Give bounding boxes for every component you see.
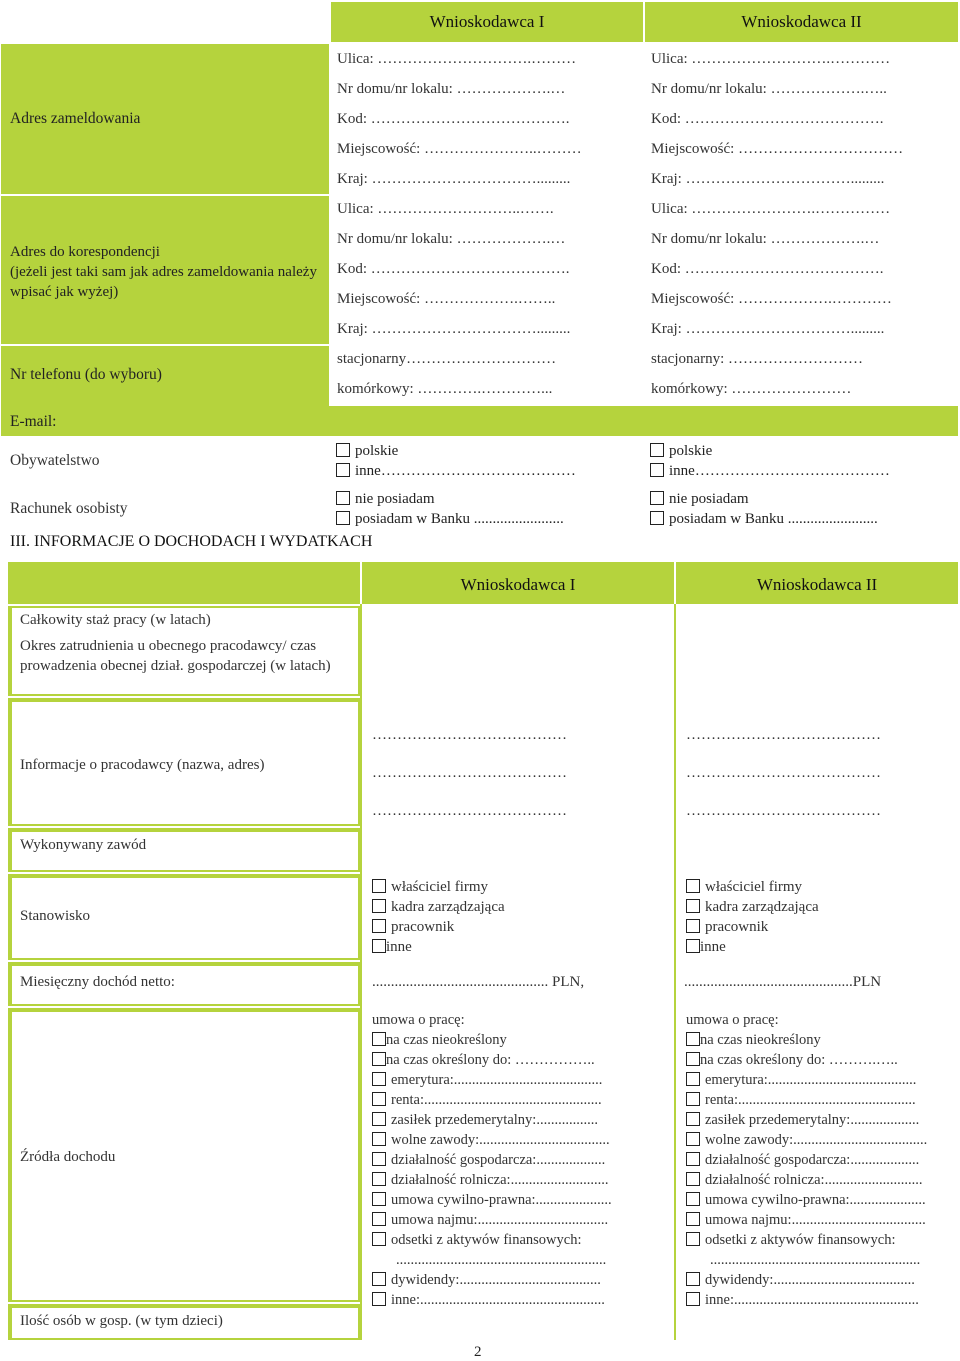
checkbox-icon[interactable] xyxy=(686,1212,700,1226)
employer-lines-a1[interactable]: ………………………………… ………………………………… ………………………………… xyxy=(372,727,567,819)
income-col-divider xyxy=(360,604,362,1340)
section-title: III. INFORMACJE O DOCHODACH I WYDATKACH xyxy=(10,533,373,550)
email-label: E-mail: xyxy=(10,413,57,430)
checkbox-icon[interactable] xyxy=(372,1072,386,1086)
email-band xyxy=(1,406,958,436)
sources-a1: umowa o pracę: na czas nieokreślony na czas określony do: …………….. emerytura:......................................... renta:................................................. zasiłek przedemerytalny:................. wolne zawody:.................................... działalność gospodarcza:................... działalność rolnicza:........................... umowa cywilno-prawna:..................... umowa najmu:.................................... odsetki z aktywów finansowych: .......................................................... dywidendy:....................................... inne:................................................... xyxy=(372,1012,612,1308)
checkbox-icon[interactable] xyxy=(686,899,700,913)
occupation-label: Wykonywany zawód xyxy=(20,837,147,853)
employer-lines-a2[interactable]: ………………………………… ………………………………… ………………………………… xyxy=(686,727,881,819)
seniority-label: Całkowity staż pracy (w latach) xyxy=(20,612,211,628)
checkbox-icon[interactable] xyxy=(650,511,664,525)
checkbox-icon[interactable] xyxy=(372,1092,386,1106)
checkbox-icon[interactable] xyxy=(686,1192,700,1206)
checkbox-icon[interactable] xyxy=(686,939,700,953)
citizenship-label: Obywatelstwo xyxy=(10,452,100,469)
account-options-a2: nie posiadam posiadam w Banku ........................ xyxy=(650,489,878,529)
checkbox-icon[interactable] xyxy=(650,463,664,477)
checkbox-icon[interactable] xyxy=(372,879,386,893)
checkbox-icon[interactable] xyxy=(686,1152,700,1166)
checkbox-icon[interactable] xyxy=(686,879,700,893)
checkbox-icon[interactable] xyxy=(650,491,664,505)
registered-address-label: Adres zameldowania xyxy=(10,110,141,127)
income-header-blank xyxy=(8,562,360,604)
sources-a2: umowa o pracę: na czas nieokreślony na czas określony do: ……….….. emerytura:......................................... renta:................................................. zasiłek przedemerytalny:................... wolne zawody:..................................... działalność gospodarcza:................... działalność rolnicza:........................... umowa cywilno-prawna:..................... umowa najmu:..................................... odsetki z aktywów finansowych: .......................................................... dywidendy:....................................... inne:................................................... xyxy=(686,1012,928,1308)
checkbox-icon[interactable] xyxy=(372,939,386,953)
phone-label: Nr telefonu (do wyboru) xyxy=(10,366,162,383)
checkbox-icon[interactable] xyxy=(372,1032,386,1046)
correspondence-address-a1[interactable]: Ulica: ………………………..……. Nr domu/nr lokalu: ……………….… Kod: …………………………………. Miejscowość: ……………….…….. Kraj: ……………………………......... xyxy=(337,201,571,337)
checkbox-icon[interactable] xyxy=(686,1292,700,1306)
checkbox-icon[interactable] xyxy=(372,1052,386,1066)
checkbox-icon[interactable] xyxy=(372,1232,386,1246)
checkbox-icon[interactable] xyxy=(372,1172,386,1186)
registered-address-a2[interactable]: Ulica: ……………………….………… Nr domu/nr lokalu: ……………….….. Kod: …………………………………. Miejscowość: …………………………… Kraj: ……………………………......... xyxy=(651,51,904,187)
checkbox-icon[interactable] xyxy=(372,1272,386,1286)
checkbox-icon[interactable] xyxy=(336,491,350,505)
position-options-a1: właściciel firmy kadra zarządzająca pracownik inne xyxy=(372,877,505,957)
citizenship-options-a1: polskie inne………………………………… xyxy=(336,441,576,481)
header-applicant-1: Wnioskodawca I xyxy=(331,2,643,42)
account-options-a1: nie posiadam posiadam w Banku ........................ xyxy=(336,489,564,529)
correspondence-address-a2[interactable]: Ulica: …………………….…………… Nr domu/nr lokalu: ……………….… Kod: …………………………………. Miejscowość: ……………….………… Kraj: ……………………………......... xyxy=(651,201,892,337)
income-col-divider xyxy=(674,604,676,1340)
net-income-a2[interactable]: .............................................PLN xyxy=(684,974,882,990)
checkbox-icon[interactable] xyxy=(686,1132,700,1146)
checkbox-icon[interactable] xyxy=(336,443,350,457)
header-applicant-2: Wnioskodawca II xyxy=(645,2,958,42)
checkbox-icon[interactable] xyxy=(650,443,664,457)
citizenship-options-a2: polskie inne………………………………… xyxy=(650,441,890,481)
checkbox-icon[interactable] xyxy=(686,1072,700,1086)
checkbox-icon[interactable] xyxy=(372,899,386,913)
checkbox-icon[interactable] xyxy=(686,1232,700,1246)
checkbox-icon[interactable] xyxy=(372,919,386,933)
phone-a1[interactable]: stacjonarny………………………… komórkowy: ………….…………... xyxy=(337,351,557,397)
employment-period-label: Okres zatrudnienia u obecnego pracodawcy/ czas prowadzenia obecnej dział. gospodarczej (w latach) xyxy=(20,638,331,674)
checkbox-icon[interactable] xyxy=(372,1132,386,1146)
checkbox-icon[interactable] xyxy=(336,463,350,477)
checkbox-icon[interactable] xyxy=(372,1152,386,1166)
income-header-applicant-1: Wnioskodawca I xyxy=(362,562,674,604)
top-table xyxy=(1,2,958,406)
page-number: 2 xyxy=(474,1344,482,1360)
employer-info-label: Informacje o pracodawcy (nazwa, adres) xyxy=(20,757,265,773)
checkbox-icon[interactable] xyxy=(686,1272,700,1286)
checkbox-icon[interactable] xyxy=(372,1212,386,1226)
net-income-a1[interactable]: ............................................... PLN, xyxy=(372,974,585,990)
position-label: Stanowisko xyxy=(20,908,91,924)
phone-a2[interactable]: stacjonarny: ……………………… komórkowy: …………………… xyxy=(651,351,864,397)
checkbox-icon[interactable] xyxy=(686,1032,700,1046)
correspondence-address-label: Adres do korespondencji (jeżeli jest taki sam jak adres zameldowania należy wpisać jak wyżej) xyxy=(10,244,317,300)
checkbox-icon[interactable] xyxy=(686,1092,700,1106)
checkbox-icon[interactable] xyxy=(686,1172,700,1186)
checkbox-icon[interactable] xyxy=(686,1112,700,1126)
checkbox-icon[interactable] xyxy=(372,1192,386,1206)
checkbox-icon[interactable] xyxy=(686,919,700,933)
account-label: Rachunek osobisty xyxy=(10,500,128,517)
position-options-a2: właściciel firmy kadra zarządzająca pracownik inne xyxy=(686,877,819,957)
income-header-applicant-2: Wnioskodawca II xyxy=(676,562,958,604)
checkbox-icon[interactable] xyxy=(372,1112,386,1126)
checkbox-icon[interactable] xyxy=(336,511,350,525)
registered-address-a1[interactable]: Ulica: ………………………….……… Nr domu/nr lokalu: ……………….… Kod: …………………………………. Miejscowość: …………………..……… Kraj: ……………………………......... xyxy=(337,51,582,187)
sources-label: Źródła dochodu xyxy=(20,1149,116,1165)
checkbox-icon[interactable] xyxy=(372,1292,386,1306)
checkbox-icon[interactable] xyxy=(686,1052,700,1066)
household-label: Ilość osób w gosp. (w tym dzieci) xyxy=(20,1313,223,1329)
net-income-label: Miesięczny dochód netto: xyxy=(20,974,175,990)
